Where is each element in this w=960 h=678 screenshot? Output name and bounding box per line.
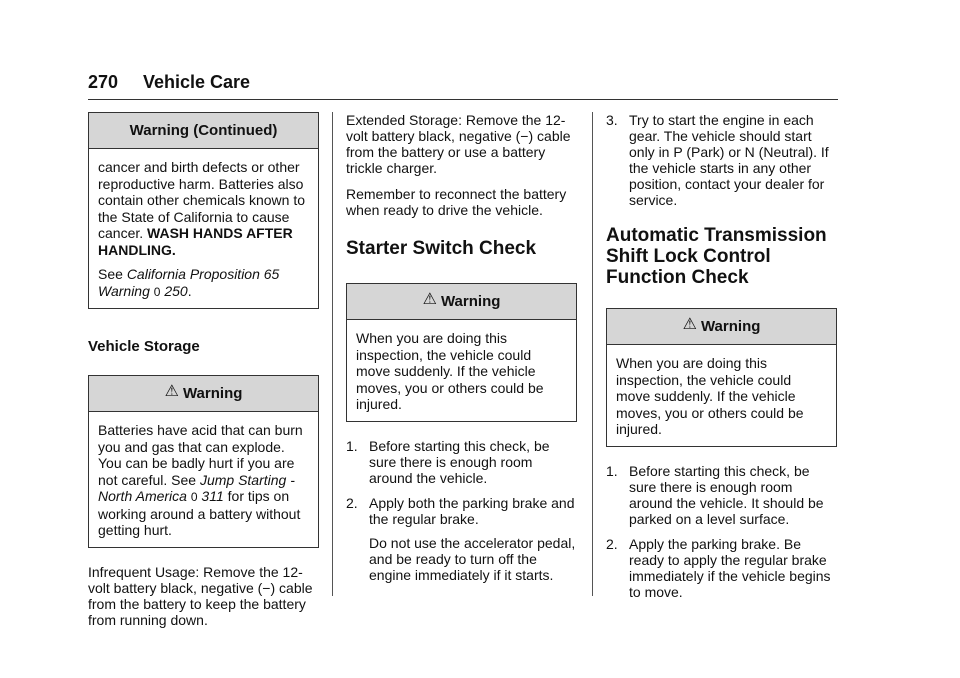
section-title: Vehicle Care [143, 72, 251, 92]
prop65-page[interactable]: 250 [164, 282, 188, 299]
see-reference [98, 266, 309, 300]
warning-continued-box [88, 112, 319, 309]
page-ref-icon: 0 [190, 490, 198, 504]
warning-text [98, 422, 309, 539]
warning-title: Warning [182, 384, 243, 402]
extended-storage-paragraph: Extended Storage: Remove the 12-volt battery black, negative (−) cable from the battery or use a battery trickle charger. [346, 112, 571, 176]
step-number: 1. [606, 462, 618, 479]
warning-icon: ⚠ [682, 315, 697, 333]
warning-text: When you are doing this inspection, the vehicle could move suddenly. If the vehicle moves, you or others could be injured. [356, 330, 544, 412]
warning-icon: ⚠ [422, 290, 437, 308]
list-item [606, 112, 836, 208]
list-item [606, 536, 836, 600]
step-number: 2. [606, 535, 618, 552]
infrequent-usage-paragraph: Infrequent Usage: Remove the 12-volt battery black, negative (−) cable from the battery to keep the battery from running down. [88, 563, 313, 628]
column-divider-1 [332, 112, 333, 596]
vehicle-storage-warning-box [88, 375, 319, 548]
step-text: Try to start the engine in each gear. The vehicle should start only in P (Park) or N (Neutral). If the vehicle starts in any other position, contact your dealer for service. [629, 112, 829, 208]
header-rule [88, 99, 838, 100]
starter-steps [346, 438, 576, 583]
warning-text-main: Batteries have acid that can burn you and gas that can explode. You can be badly hurt if you are not careful. See [98, 422, 303, 488]
step-subtext: Do not use the accelerator pedal, and be ready to turn off the engine immediately if it starts. [369, 534, 576, 583]
warning-header [89, 376, 318, 412]
warning-text: When you are doing this inspection, the vehicle could move suddenly. If the vehicle moves, you or others could be injured. [616, 355, 804, 437]
column-divider-2 [592, 112, 593, 596]
warning-icon: ⚠ [164, 382, 179, 400]
see-prefix: See [98, 266, 127, 282]
step-number: 1. [346, 437, 358, 454]
column-3 [606, 112, 836, 609]
step-text: Apply both the parking brake and the regular brake. [369, 494, 575, 527]
page-ref-icon: 0 [153, 284, 161, 299]
prop65-link[interactable]: California Proposition 65 Warning [98, 266, 280, 299]
page-number: 270 [88, 72, 119, 92]
warning-text-after: for tips on working around a battery without getting hurt. [98, 488, 301, 538]
see-suffix: . [187, 282, 192, 299]
shift-lock-heading: Automatic Transmission Shift Lock Control Function Check [606, 225, 827, 288]
vehicle-storage-heading: Vehicle Storage [88, 338, 200, 355]
jump-starting-link[interactable]: Jump Starting - North America [98, 471, 295, 504]
starter-switch-heading: Starter Switch Check [346, 238, 537, 259]
step-text: Before starting this check, be sure there is enough room around the vehicle. [369, 437, 550, 486]
warning-continued-line: cancer and birth defects or other reproductive harm. Batteries also contain other chemicals known to the State of California to cause cancer. [98, 159, 305, 241]
warning-title: Warning [440, 292, 501, 310]
list-item [606, 463, 836, 527]
warning-continued-text [98, 159, 309, 258]
step-text: Before starting this check, be sure there is enough room around the vehicle. It should be parked on a level surface. [629, 462, 824, 527]
list-item [346, 438, 576, 486]
warning-header [347, 284, 576, 320]
wash-hands-text: WASH HANDS AFTER HANDLING. [98, 225, 293, 258]
column-2 [346, 112, 576, 592]
list-item [346, 495, 576, 583]
shift-lock-warning-box [606, 308, 837, 447]
column-1 [88, 112, 318, 638]
warning-title: Warning [700, 317, 761, 335]
starter-steps-continued [606, 112, 836, 208]
step-text: Apply the parking brake. Be ready to apply the regular brake immediately if the vehicle begins to move. [629, 535, 831, 600]
warning-continued-title: Warning (Continued) [89, 113, 318, 149]
shift-lock-steps [606, 463, 836, 600]
jump-starting-page[interactable]: 311 [201, 488, 224, 504]
warning-header [607, 309, 836, 345]
reconnect-paragraph: Remember to reconnect the battery when ready to drive the vehicle. [346, 186, 567, 218]
starter-warning-box [346, 283, 577, 422]
step-number: 3. [606, 112, 618, 128]
step-number: 2. [346, 494, 358, 511]
